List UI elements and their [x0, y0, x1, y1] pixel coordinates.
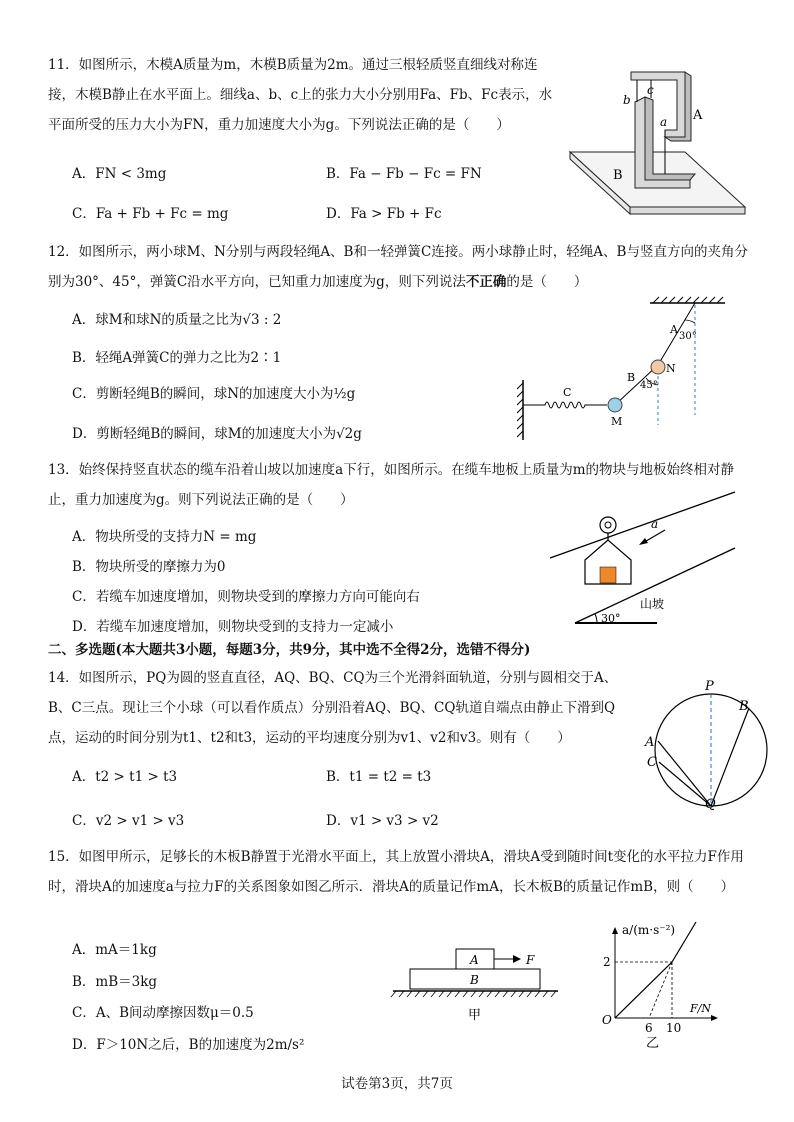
- q13-figure: [545, 488, 745, 630]
- q15-figure-jia: [388, 945, 563, 1025]
- q11-label-a: a: [660, 115, 668, 129]
- q15-figure-yi: [590, 920, 730, 1050]
- q12-label-30deg: 30°: [679, 331, 697, 342]
- q12-label-rope-a: A: [670, 323, 678, 336]
- q15-tick-6: 6: [645, 1021, 653, 1035]
- q13-label-30deg: 30°: [601, 612, 621, 625]
- q12-label-45deg: 45°: [640, 380, 658, 391]
- q14-option-d[interactable]: D．v1 > v3 > v2: [326, 813, 439, 829]
- q14-option-c[interactable]: C．v2 > v1 > v3: [72, 813, 185, 829]
- q12-option-d[interactable]: D．剪断轻绳B的瞬间，球M的加速度大小为√2g: [72, 426, 362, 442]
- q12-label-ball-m: M: [611, 415, 623, 428]
- q12-option-a[interactable]: A．球M和球N的质量之比为√3 : 2: [72, 312, 282, 328]
- q12-label-rope-b: B: [627, 371, 636, 384]
- q12-label-spring-c: C: [563, 386, 572, 399]
- q11-stem: 11．如图所示，木模A质量为m，木模B质量为2m。通过三根轻质竖直细线对称连接，木模B静止在水平面上。细线a、b、c上的张力大小分别用Fa、Fb、Fc表示，水平面所受的压力大小为FN，重力加速度大小为g。下列说法正确的是（ ）: [48, 57, 553, 133]
- q15-tick-10: 10: [666, 1021, 682, 1035]
- q15-label-yi: 乙: [646, 1036, 660, 1050]
- q13-option-b[interactable]: B．物块所受的摩擦力为0: [72, 559, 226, 575]
- q12-stem: 12．如图所示，两小球M、N分别与两段轻绳A、B和一轻弹簧C连接。两小球静止时，轻绳A、B与竖直方向的夹角分别为30°、45°，弹簧C沿水平方向，已知重力加速度为g，则下列说法不正确的是（ ）: [48, 244, 748, 290]
- q11-option-c[interactable]: C．Fa + Fb + Fc = mg: [72, 206, 229, 222]
- q13-option-d[interactable]: D．若缆车加速度增加，则物块受到的支持力一定减小: [72, 619, 394, 635]
- q12-label-ball-n: N: [666, 362, 676, 375]
- q12-figure: [515, 295, 735, 445]
- q12-option-c[interactable]: C．剪断轻绳B的瞬间，球N的加速度大小为½g: [72, 386, 356, 402]
- q14-label-a: A: [645, 735, 655, 750]
- page-footer: 试卷第3页，共7页: [341, 1076, 453, 1092]
- q11-figure: [565, 62, 755, 222]
- q15-label-force-f: F: [526, 953, 535, 967]
- q12-option-b[interactable]: B．轻绳A弹簧C的弹力之比为2∶1: [72, 350, 282, 366]
- q15-label-block-a: A: [470, 953, 479, 967]
- q14-option-b[interactable]: B．t1 = t2 = t3: [326, 769, 432, 785]
- q11-label-b: b: [623, 93, 631, 107]
- q12-stem-emphasis: 不正确: [465, 274, 507, 290]
- q13-label-slope: 山坡: [640, 597, 665, 611]
- q13-option-a[interactable]: A．物块所受的支持力N = mg: [72, 529, 257, 545]
- q13-label-a: a: [651, 517, 659, 531]
- section-2-heading: 二、多选题(本大题共3小题，每题3分，共9分，其中选不全得2分，选错不得分): [48, 642, 531, 658]
- q15-label-board-b: B: [470, 973, 479, 987]
- q11-label-A: A: [693, 108, 703, 123]
- q15-option-a[interactable]: A．mA＝1kg: [72, 942, 157, 958]
- q14-figure: [635, 678, 780, 813]
- q11-label-c: c: [647, 83, 654, 97]
- q15-tick-2: 2: [603, 955, 611, 969]
- q14-label-q: Q: [705, 797, 716, 812]
- q11-label-B: B: [613, 168, 623, 183]
- q11-option-a[interactable]: A．FN < 3mg: [72, 166, 167, 182]
- q15-label-jia: 甲: [468, 1008, 482, 1023]
- q15-option-b[interactable]: B．mB＝3kg: [72, 974, 158, 990]
- q14-label-b: B: [739, 699, 749, 714]
- q14-stem: 14．如图所示，PQ为圆的竖直直径，AQ、BQ、CQ为三个光滑斜面轨道，分别与圆相交于A、B、C三点。现让三个小球（可以看作质点）分别沿着AQ、BQ、CQ轨道自端点由静止下滑到Q点，运动的时间分别为t1、t2和t3，运动的平均速度分别为v1、v2和v3。则有（ ）: [48, 670, 618, 746]
- q15-origin: O: [602, 1013, 612, 1027]
- q14-label-c: C: [647, 755, 657, 770]
- q11-option-b[interactable]: B．Fa − Fb − Fc = FN: [326, 166, 482, 182]
- q15-axis-y-label: a/(m·s⁻²): [622, 923, 676, 937]
- q15-stem: 15．如图甲所示，足够长的木板B静置于光滑水平面上，其上放置小滑块A，滑块A受到随时间t变化的水平拉力F作用时，滑块A的加速度a与拉力F的关系图象如图乙所示．滑块A的质量记作mA，长木板B的质量记作mB，则（ ）: [48, 849, 744, 895]
- q11-option-d[interactable]: D．Fa > Fb + Fc: [326, 206, 442, 222]
- q15-option-d[interactable]: D．F＞10N之后，B的加速度为2m/s²: [72, 1037, 305, 1053]
- q14-label-p: P: [705, 679, 714, 694]
- q15-option-c[interactable]: C．A、B间动摩擦因数μ＝0.5: [72, 1005, 254, 1021]
- q13-stem: 13．始终保持竖直状态的缆车沿着山坡以加速度a下行，如图所示。在缆车地板上质量为m的物块与地板始终相对静止，重力加速度为g。则下列说法正确的是（ ）: [48, 462, 735, 508]
- q15-axis-x-label: F/N: [690, 1002, 711, 1015]
- q14-option-a[interactable]: A．t2 > t1 > t3: [72, 769, 178, 785]
- q13-option-c[interactable]: C．若缆车加速度增加，则物块受到的摩擦力方向可能向右: [72, 589, 420, 605]
